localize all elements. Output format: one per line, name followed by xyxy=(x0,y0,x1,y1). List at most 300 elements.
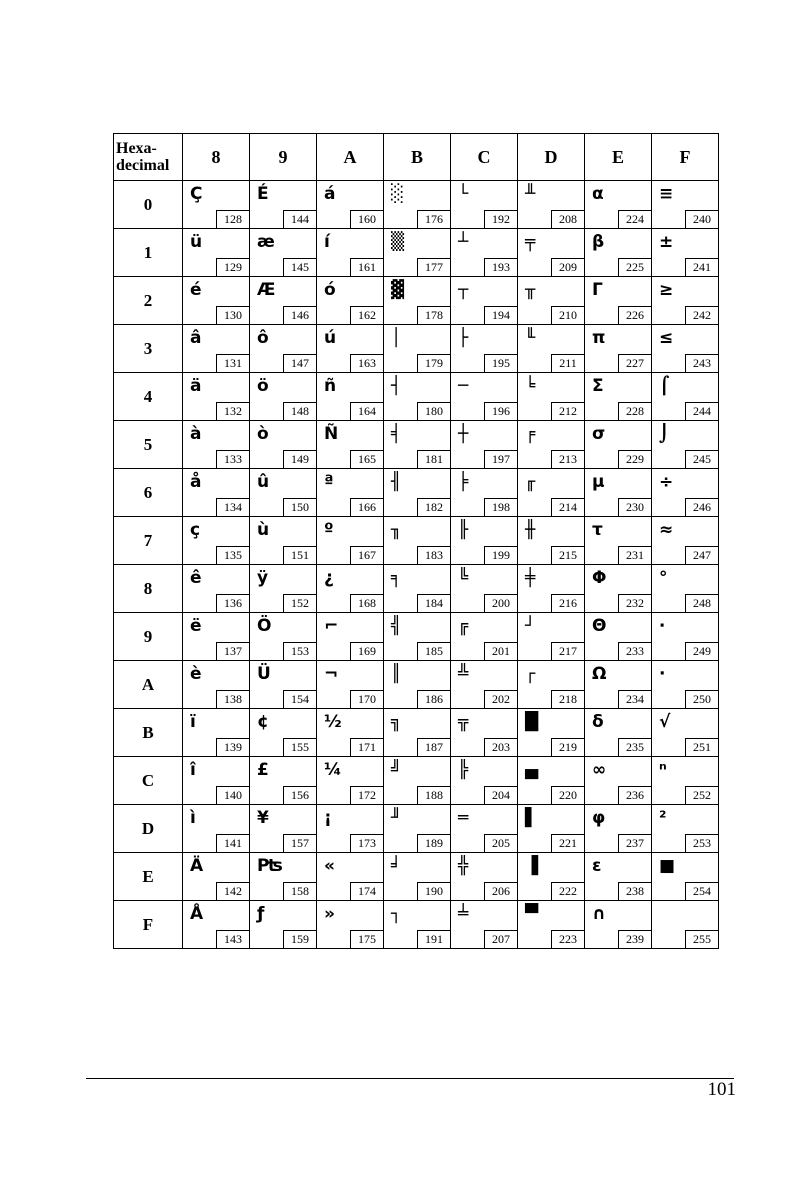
character-glyph: ╜ xyxy=(391,808,402,828)
character-glyph: í xyxy=(324,232,330,252)
character-glyph: ª xyxy=(324,472,334,492)
code-cell xyxy=(451,853,518,901)
decimal-code: 227 xyxy=(618,354,651,372)
character-glyph: ╛ xyxy=(391,856,402,876)
code-cell xyxy=(384,853,451,901)
character-glyph: ε xyxy=(592,856,602,876)
character-glyph: « xyxy=(324,856,335,876)
character-glyph: ╟ xyxy=(458,520,469,540)
code-cell xyxy=(384,469,451,517)
character-glyph: ≈ xyxy=(659,520,674,540)
column-header-row xyxy=(114,134,719,181)
decimal-code: 175 xyxy=(350,930,383,948)
character-glyph: ╠ xyxy=(458,760,469,780)
decimal-code: 131 xyxy=(216,354,249,372)
character-glyph: â xyxy=(190,328,202,348)
row-header: 1 xyxy=(114,229,183,277)
character-glyph: ▐ xyxy=(525,856,539,876)
code-cell xyxy=(183,901,250,949)
character-glyph: ┘ xyxy=(525,616,536,636)
code-cell xyxy=(652,421,719,469)
decimal-code: 250 xyxy=(685,690,718,708)
character-glyph: ╡ xyxy=(391,424,402,444)
decimal-code: 199 xyxy=(484,546,517,564)
row-header: 7 xyxy=(114,517,183,565)
decimal-code: 190 xyxy=(417,882,450,900)
code-cell xyxy=(384,325,451,373)
table-row xyxy=(114,613,719,661)
decimal-code: 185 xyxy=(417,642,450,660)
decimal-code: 254 xyxy=(685,882,718,900)
decimal-code: 146 xyxy=(283,306,316,324)
character-glyph: ╞ xyxy=(458,472,469,492)
decimal-code: 215 xyxy=(551,546,584,564)
code-cell xyxy=(585,469,652,517)
decimal-code: 218 xyxy=(551,690,584,708)
decimal-code: 238 xyxy=(618,882,651,900)
decimal-code: 155 xyxy=(283,738,316,756)
decimal-code: 137 xyxy=(216,642,249,660)
decimal-code: 164 xyxy=(350,402,383,420)
code-cell xyxy=(451,757,518,805)
code-cell xyxy=(317,517,384,565)
character-glyph: ü xyxy=(190,232,203,252)
code-cell xyxy=(518,853,585,901)
decimal-code: 252 xyxy=(685,786,718,804)
decimal-code: 136 xyxy=(216,594,249,612)
table-row xyxy=(114,757,719,805)
code-cell xyxy=(250,853,317,901)
character-glyph: ä xyxy=(190,376,202,396)
corner-line-2: decimal xyxy=(116,157,170,174)
decimal-code: 198 xyxy=(484,498,517,516)
character-code-table xyxy=(113,133,719,949)
table-row xyxy=(114,709,719,757)
code-cell xyxy=(317,277,384,325)
decimal-code: 248 xyxy=(685,594,718,612)
character-glyph: ≤ xyxy=(659,328,674,348)
code-cell xyxy=(183,517,250,565)
column-header: F xyxy=(652,134,719,181)
table-row xyxy=(114,421,719,469)
character-glyph: ⌠ xyxy=(659,376,670,396)
character-glyph: ∞ xyxy=(592,760,607,780)
table-row xyxy=(114,325,719,373)
decimal-code: 133 xyxy=(216,450,249,468)
character-glyph: £ xyxy=(257,760,269,780)
decimal-code: 236 xyxy=(618,786,651,804)
code-cell xyxy=(183,277,250,325)
column-header: 8 xyxy=(183,134,250,181)
decimal-code: 221 xyxy=(551,834,584,852)
table-row xyxy=(114,469,719,517)
character-glyph: ó xyxy=(324,280,336,300)
code-cell xyxy=(250,373,317,421)
character-glyph: ╧ xyxy=(458,904,469,924)
decimal-code: 178 xyxy=(417,306,450,324)
code-cell xyxy=(384,565,451,613)
character-glyph: ² xyxy=(659,808,667,828)
code-cell xyxy=(384,805,451,853)
code-cell xyxy=(451,277,518,325)
character-glyph: è xyxy=(190,664,202,684)
code-cell xyxy=(250,661,317,709)
character-glyph: ½ xyxy=(324,712,342,732)
code-cell xyxy=(652,805,719,853)
decimal-code: 203 xyxy=(484,738,517,756)
column-header: 9 xyxy=(250,134,317,181)
decimal-code: 246 xyxy=(685,498,718,516)
character-glyph: π xyxy=(592,328,606,348)
row-header: 0 xyxy=(114,181,183,229)
character-glyph: ╝ xyxy=(391,760,402,780)
code-cell xyxy=(585,613,652,661)
decimal-code: 194 xyxy=(484,306,517,324)
character-glyph: Ä xyxy=(190,856,204,876)
decimal-code: 230 xyxy=(618,498,651,516)
code-cell xyxy=(250,901,317,949)
decimal-code: 187 xyxy=(417,738,450,756)
decimal-code: 210 xyxy=(551,306,584,324)
code-cell xyxy=(652,229,719,277)
character-glyph: ░ xyxy=(391,184,405,204)
column-header: D xyxy=(518,134,585,181)
code-cell xyxy=(451,325,518,373)
decimal-code: 232 xyxy=(618,594,651,612)
row-header: 8 xyxy=(114,565,183,613)
decimal-code: 165 xyxy=(350,450,383,468)
character-glyph: ¼ xyxy=(324,760,342,780)
code-cell xyxy=(652,757,719,805)
character-glyph: ╥ xyxy=(525,280,536,300)
character-glyph: ⁿ xyxy=(659,760,667,780)
character-glyph: ╤ xyxy=(525,232,536,252)
code-cell xyxy=(317,565,384,613)
character-glyph: ╦ xyxy=(458,712,469,732)
code-cell xyxy=(183,565,250,613)
character-glyph: Γ xyxy=(592,280,603,300)
code-cell xyxy=(451,229,518,277)
code-cell xyxy=(518,901,585,949)
decimal-code: 193 xyxy=(484,258,517,276)
decimal-code: 158 xyxy=(283,882,316,900)
decimal-code: 204 xyxy=(484,786,517,804)
character-glyph: ╕ xyxy=(391,568,402,588)
code-cell xyxy=(451,517,518,565)
character-glyph: ▀ xyxy=(525,904,539,924)
column-header: A xyxy=(317,134,384,181)
character-glyph: ÷ xyxy=(659,472,674,492)
decimal-code: 168 xyxy=(350,594,383,612)
character-glyph: ▒ xyxy=(391,232,405,252)
character-glyph: ö xyxy=(257,376,269,396)
decimal-code: 156 xyxy=(283,786,316,804)
decimal-code: 148 xyxy=(283,402,316,420)
decimal-code: 201 xyxy=(484,642,517,660)
code-cell xyxy=(585,661,652,709)
character-glyph: ╓ xyxy=(525,472,536,492)
decimal-code: 206 xyxy=(484,882,517,900)
code-cell xyxy=(585,709,652,757)
column-header: B xyxy=(384,134,451,181)
decimal-code: 181 xyxy=(417,450,450,468)
character-glyph: ÿ xyxy=(257,568,269,588)
character-glyph: Ö xyxy=(257,616,272,636)
decimal-code: 173 xyxy=(350,834,383,852)
table-row xyxy=(114,517,719,565)
character-glyph: ƒ xyxy=(257,904,265,924)
character-glyph: ï xyxy=(190,712,196,732)
character-glyph: ¿ xyxy=(324,568,334,588)
character-glyph: ╚ xyxy=(458,568,469,588)
corner-line-1: Hexa- xyxy=(116,140,157,157)
code-cell xyxy=(652,517,719,565)
decimal-code: 149 xyxy=(283,450,316,468)
decimal-code: 143 xyxy=(216,930,249,948)
decimal-code: 234 xyxy=(618,690,651,708)
decimal-code: 153 xyxy=(283,642,316,660)
decimal-code: 144 xyxy=(283,210,316,228)
decimal-code: 235 xyxy=(618,738,651,756)
code-cell xyxy=(384,613,451,661)
character-glyph: î xyxy=(190,760,196,780)
character-glyph: ⌡ xyxy=(659,424,670,444)
character-glyph: Ü xyxy=(257,664,271,684)
code-cell xyxy=(183,373,250,421)
character-glyph: ╫ xyxy=(525,520,536,540)
character-glyph: ╬ xyxy=(458,856,469,876)
code-cell xyxy=(518,517,585,565)
decimal-code: 211 xyxy=(551,354,584,372)
character-glyph: ■ xyxy=(659,856,676,876)
character-glyph: ┐ xyxy=(391,904,402,924)
code-cell xyxy=(585,853,652,901)
character-glyph: φ xyxy=(592,808,606,828)
code-cell xyxy=(384,661,451,709)
code-cell xyxy=(250,229,317,277)
row-header: E xyxy=(114,853,183,901)
code-cell xyxy=(183,613,250,661)
code-cell xyxy=(518,181,585,229)
code-cell xyxy=(384,757,451,805)
character-glyph: ┌ xyxy=(525,664,536,684)
decimal-code: 253 xyxy=(685,834,718,852)
character-glyph: á xyxy=(324,184,336,204)
decimal-code: 228 xyxy=(618,402,651,420)
decimal-code: 244 xyxy=(685,402,718,420)
code-cell xyxy=(384,373,451,421)
code-cell xyxy=(317,421,384,469)
character-glyph: ╖ xyxy=(391,520,402,540)
decimal-code: 159 xyxy=(283,930,316,948)
character-glyph: ╗ xyxy=(391,712,402,732)
character-glyph: ╔ xyxy=(458,616,469,636)
code-cell xyxy=(183,853,250,901)
code-cell xyxy=(451,805,518,853)
decimal-code: 189 xyxy=(417,834,450,852)
decimal-code: 241 xyxy=(685,258,718,276)
character-glyph: δ xyxy=(592,712,604,732)
character-glyph: é xyxy=(190,280,202,300)
character-glyph: │ xyxy=(391,328,402,348)
decimal-code: 242 xyxy=(685,306,718,324)
code-cell xyxy=(451,709,518,757)
character-glyph: ╪ xyxy=(525,568,536,588)
decimal-code: 163 xyxy=(350,354,383,372)
decimal-code: 174 xyxy=(350,882,383,900)
character-glyph: √ xyxy=(659,712,671,732)
decimal-code: 192 xyxy=(484,210,517,228)
code-cell xyxy=(317,181,384,229)
decimal-code: 224 xyxy=(618,210,651,228)
decimal-code: 129 xyxy=(216,258,249,276)
code-cell xyxy=(317,661,384,709)
code-cell xyxy=(518,805,585,853)
code-cell xyxy=(250,325,317,373)
code-cell xyxy=(652,709,719,757)
character-glyph: ╨ xyxy=(525,184,536,204)
character-glyph: ê xyxy=(190,568,202,588)
character-glyph: ù xyxy=(257,520,270,540)
character-glyph: ╘ xyxy=(525,376,536,396)
decimal-code: 184 xyxy=(417,594,450,612)
code-cell xyxy=(518,757,585,805)
decimal-code: 249 xyxy=(685,642,718,660)
code-cell xyxy=(585,805,652,853)
code-cell xyxy=(652,325,719,373)
character-glyph: ± xyxy=(659,232,674,252)
character-glyph: ∩ xyxy=(592,904,606,924)
code-cell xyxy=(250,277,317,325)
decimal-code: 157 xyxy=(283,834,316,852)
table-row xyxy=(114,181,719,229)
code-cell xyxy=(585,757,652,805)
character-glyph: µ xyxy=(592,472,605,492)
decimal-code: 220 xyxy=(551,786,584,804)
code-cell xyxy=(183,229,250,277)
character-glyph: ║ xyxy=(391,664,402,684)
character-glyph: τ xyxy=(592,520,603,540)
decimal-code: 231 xyxy=(618,546,651,564)
code-cell xyxy=(250,709,317,757)
code-cell xyxy=(652,181,719,229)
code-cell xyxy=(451,469,518,517)
code-cell xyxy=(384,901,451,949)
row-header: 4 xyxy=(114,373,183,421)
decimal-code: 225 xyxy=(618,258,651,276)
code-cell xyxy=(250,613,317,661)
code-cell xyxy=(518,661,585,709)
decimal-code: 219 xyxy=(551,738,584,756)
code-cell xyxy=(652,853,719,901)
decimal-code: 245 xyxy=(685,450,718,468)
decimal-code: 207 xyxy=(484,930,517,948)
code-cell xyxy=(585,373,652,421)
table-row xyxy=(114,661,719,709)
code-cell xyxy=(317,469,384,517)
code-cell xyxy=(652,373,719,421)
character-glyph: ╢ xyxy=(391,472,402,492)
code-cell xyxy=(250,565,317,613)
decimal-code: 200 xyxy=(484,594,517,612)
decimal-code: 167 xyxy=(350,546,383,564)
decimal-code: 229 xyxy=(618,450,651,468)
code-cell xyxy=(518,325,585,373)
table-row xyxy=(114,229,719,277)
character-glyph: ¬ xyxy=(324,664,339,684)
hexadecimal-corner-header xyxy=(114,134,183,181)
character-glyph: ▌ xyxy=(525,808,539,828)
decimal-code: 202 xyxy=(484,690,517,708)
character-glyph: ò xyxy=(257,424,269,444)
code-cell xyxy=(384,229,451,277)
code-cell xyxy=(183,325,250,373)
decimal-code: 142 xyxy=(216,882,249,900)
code-cell xyxy=(585,421,652,469)
code-cell xyxy=(317,757,384,805)
decimal-code: 183 xyxy=(417,546,450,564)
table-row xyxy=(114,901,719,949)
code-cell xyxy=(384,277,451,325)
character-glyph: à xyxy=(190,424,202,444)
code-cell xyxy=(652,661,719,709)
character-glyph: █ xyxy=(525,712,539,732)
row-header: 3 xyxy=(114,325,183,373)
row-header: 2 xyxy=(114,277,183,325)
row-header: 5 xyxy=(114,421,183,469)
table-row xyxy=(114,805,719,853)
row-header: 9 xyxy=(114,613,183,661)
decimal-code: 162 xyxy=(350,306,383,324)
code-cell xyxy=(317,229,384,277)
decimal-code: 150 xyxy=(283,498,316,516)
character-glyph: Æ xyxy=(257,280,276,300)
code-cell xyxy=(451,661,518,709)
character-glyph: ─ xyxy=(458,376,469,396)
character-glyph: ├ xyxy=(458,328,469,348)
decimal-code: 180 xyxy=(417,402,450,420)
character-glyph: ì xyxy=(190,808,196,828)
character-glyph: ┼ xyxy=(458,424,469,444)
row-header: 6 xyxy=(114,469,183,517)
code-cell xyxy=(183,805,250,853)
code-cell xyxy=(250,517,317,565)
table-row xyxy=(114,565,719,613)
decimal-code: 179 xyxy=(417,354,450,372)
decimal-code: 140 xyxy=(216,786,249,804)
row-header: A xyxy=(114,661,183,709)
character-glyph: ° xyxy=(659,568,668,588)
code-cell xyxy=(250,469,317,517)
character-glyph: ≥ xyxy=(659,280,674,300)
code-cell xyxy=(518,709,585,757)
decimal-code: 141 xyxy=(216,834,249,852)
code-cell xyxy=(183,661,250,709)
character-glyph: Ñ xyxy=(324,424,339,444)
code-cell xyxy=(250,757,317,805)
decimal-code: 226 xyxy=(618,306,651,324)
decimal-code: 154 xyxy=(283,690,316,708)
character-glyph: ë xyxy=(190,616,202,636)
decimal-code: 209 xyxy=(551,258,584,276)
code-cell xyxy=(250,181,317,229)
decimal-code: 152 xyxy=(283,594,316,612)
character-glyph: ⌐ xyxy=(324,616,339,636)
character-glyph: ¢ xyxy=(257,712,269,732)
column-header: C xyxy=(451,134,518,181)
code-cell xyxy=(518,421,585,469)
character-glyph: ô xyxy=(257,328,269,348)
